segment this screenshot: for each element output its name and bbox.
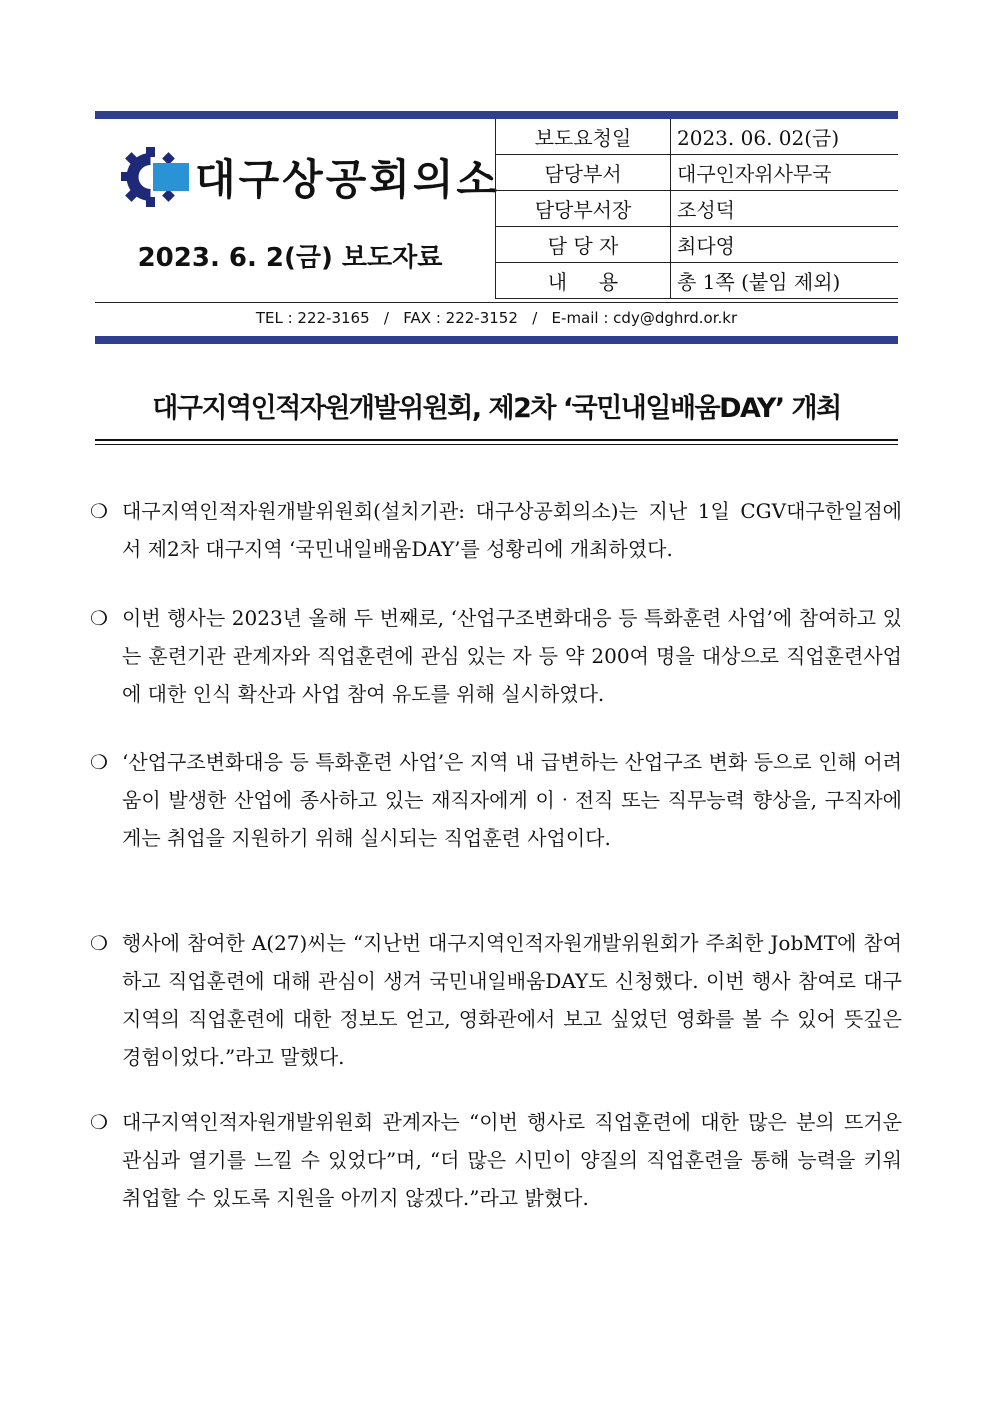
- chamber-logo: [119, 145, 501, 209]
- paragraph-text: ‘산업구조변화대응 등 특화훈련 사업’은 지역 내 급변하는 산업구조 변화 등으로 인해 어려움이 발생한 산업에 종사하고 있는 재직자에게 이‧전직 또는 직무능력 향상을, 구직자에게는 취업을 지원하기 위해 실시되는 직업훈련 사업이다.: [122, 750, 902, 850]
- contact-info: TEL : 222-3165 / FAX : 222-3152 / E-mail : cdy@dghrd.or.kr: [255, 309, 738, 327]
- paragraph: [90, 492, 902, 568]
- header-top-bar: [95, 111, 898, 119]
- headline: 대구지역인적자원개발위원회, 제2차 ‘국민내일배움DAY’ 개최: [152, 393, 841, 424]
- info-key: 담당부서장: [496, 191, 671, 227]
- logo-area: [95, 119, 501, 303]
- info-row: [496, 155, 899, 191]
- bullet-icon: ❍: [90, 1110, 108, 1134]
- paragraph-text: 대구지역인적자원개발위원회(설치기관: 대구상공회의소)는 지난 1일 CGV대구한일점에서 제2차 대구지역 ‘국민내일배움DAY’를 성황리에 개최하였다.: [122, 499, 902, 561]
- paragraph-text: 이번 행사는 2023년 올해 두 번째로, ‘산업구조변화대응 등 특화훈련 사업’에 참여하고 있는 훈련기관 관계자와 직업훈련에 관심 있는 자 등 약 200여 명을 대상으로 직업훈련사업에 대한 인식 확산과 사업 참여 유도를 위해 실시하였다.: [122, 606, 902, 706]
- info-value: 대구인자위사무국: [671, 155, 899, 191]
- paragraph-text: 행사에 참여한 A(27)씨는 “지난번 대구지역인적자원개발위원회가 주최한 JobMT에 참여하고 직업훈련에 대해 관심이 생겨 국민내일배움DAY도 신청했다. 이번 행사 참여로 대구지역의 직업훈련에 대한 정보도 얻고, 영화관에서 보고 싶었던 영화를 볼 수 있어 뜻깊은 경험이었다.”라고 말했다.: [122, 931, 902, 1069]
- info-value: 최다영: [671, 227, 899, 263]
- info-value: 2023. 06. 02(금): [671, 119, 899, 155]
- bullet-icon: ❍: [90, 606, 108, 630]
- info-key: 담 당 자: [496, 227, 671, 263]
- info-row: [496, 119, 899, 155]
- info-key: 내 용: [496, 263, 671, 299]
- header-divider: [95, 302, 898, 303]
- paragraph-text: 대구지역인적자원개발위원회 관계자는 “이번 행사로 직업훈련에 대한 많은 분의 뜨거운 관심과 열기를 느낄 수 있었다”며, “더 많은 시민이 양질의 직업훈련을 통해 능력을 키워 취업할 수 있도록 지원을 아끼지 않겠다.”라고 밝혔다.: [122, 1110, 902, 1210]
- headline-rule: [95, 439, 898, 441]
- paragraph: [90, 1103, 902, 1217]
- info-row: [496, 263, 899, 299]
- header-bottom-bar: [95, 336, 898, 344]
- logo-text: 대구상공회의소: [195, 155, 501, 204]
- gear-icon: [119, 145, 189, 209]
- paragraph: [90, 599, 902, 713]
- bullet-icon: ❍: [90, 931, 108, 955]
- paragraph: [90, 743, 902, 857]
- info-key: 보도요청일: [496, 119, 671, 155]
- paragraph: [90, 924, 902, 1076]
- bullet-icon: ❍: [90, 499, 108, 523]
- info-value: 조성덕: [671, 191, 899, 227]
- info-key: 담당부서: [496, 155, 671, 191]
- release-date: 2023. 6. 2(금) 보도자료: [137, 243, 443, 273]
- bullet-icon: ❍: [90, 750, 108, 774]
- info-row: [496, 191, 899, 227]
- headline-rule: [95, 444, 898, 445]
- info-value: 총 1쪽 (붙임 제외): [671, 263, 899, 299]
- press-release-header: [95, 119, 898, 303]
- release-info-table: [495, 119, 898, 299]
- info-row: [496, 227, 899, 263]
